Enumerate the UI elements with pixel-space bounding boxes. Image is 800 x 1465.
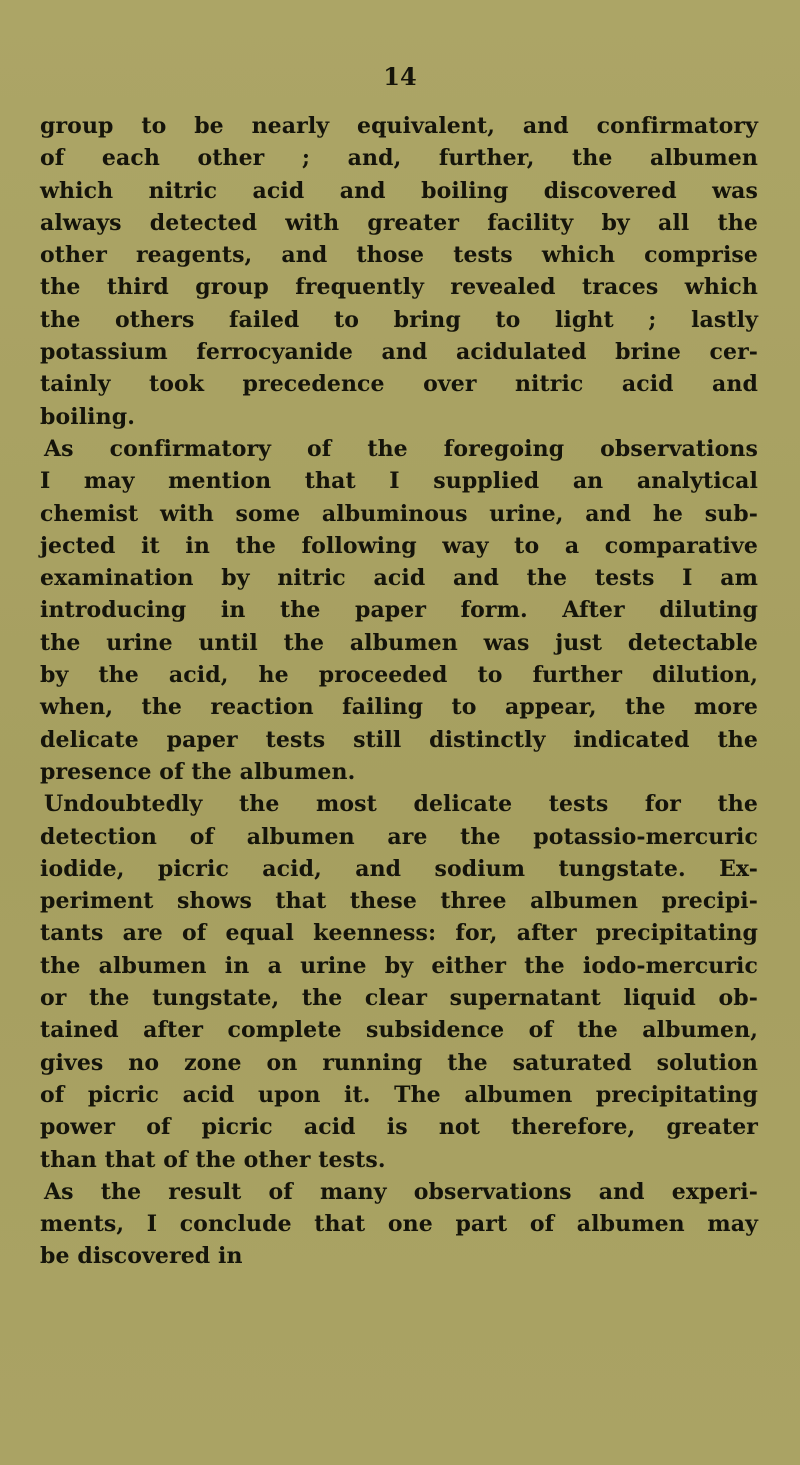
text-line: power of picric acid is not therefore, greater [40, 1114, 758, 1141]
text-line: be discovered in [40, 1243, 243, 1270]
text-line: of each other ; and, further, the albumen [40, 145, 758, 172]
body-text [40, 110, 758, 1273]
text-line: periment shows that these three albumen precipi- [40, 888, 758, 915]
text-line: group to be nearly equivalent, and confirmatory [40, 113, 758, 139]
page-number: 14 [383, 62, 417, 91]
text-line: presence of the albumen. [40, 758, 356, 785]
text-line: examination by nitric acid and the tests I am [40, 565, 758, 592]
text-line: As confirmatory of the foregoing observations [44, 435, 758, 462]
text-line: I may mention that I supplied an analytical [40, 468, 758, 495]
text-line: the albumen in a urine by either the iodo-mercuric [40, 952, 758, 979]
text-line: by the acid, he proceeded to further dilution, [40, 662, 758, 689]
text-line: gives no zone on running the saturated solution [40, 1049, 758, 1076]
text-line: than that of the other tests. [40, 1146, 386, 1173]
text-line: other reagents, and those tests which comprise [40, 242, 758, 269]
text-line: jected it in the following way to a comparative [40, 532, 758, 559]
text-line: iodide, picric acid, and sodium tungstate. Ex- [40, 855, 758, 882]
text-line: introducing in the paper form. After diluting [40, 597, 758, 624]
text-line: boiling. [40, 403, 135, 430]
text-line: ments, I conclude that one part of albumen may [40, 1211, 758, 1238]
text-line: delicate paper tests still distinctly indicated the [40, 726, 758, 753]
text-line: As the result of many observations and experi- [44, 1178, 758, 1205]
text-line: potassium ferrocyanide and acidulated brine cer- [40, 339, 758, 366]
text-line: always detected with greater facility by all the [40, 209, 758, 236]
text-line: detection of albumen are the potassio-mercuric [40, 823, 758, 850]
text-line: which nitric acid and boiling discovered was [40, 177, 758, 204]
text-line: when, the reaction failing to appear, the more [40, 694, 758, 721]
text-line: tained after complete subsidence of the albumen, [40, 1017, 758, 1044]
text-line: tainly took precedence over nitric acid and [40, 371, 758, 398]
text-line: or the tungstate, the clear supernatant liquid ob- [40, 985, 758, 1012]
text-line: the others failed to bring to light ; lastly [40, 306, 758, 333]
text-line: the urine until the albumen was just detectable [40, 629, 758, 656]
text-line: of picric acid upon it. The albumen precipitating [40, 1081, 758, 1108]
text-line: Undoubtedly the most delicate tests for the [44, 791, 758, 818]
text-line: the third group frequently revealed traces which [40, 274, 758, 301]
text-line: chemist with some albuminous urine, and he sub- [40, 500, 758, 527]
text-line: tants are of equal keenness: for, after precipitating [40, 920, 758, 947]
